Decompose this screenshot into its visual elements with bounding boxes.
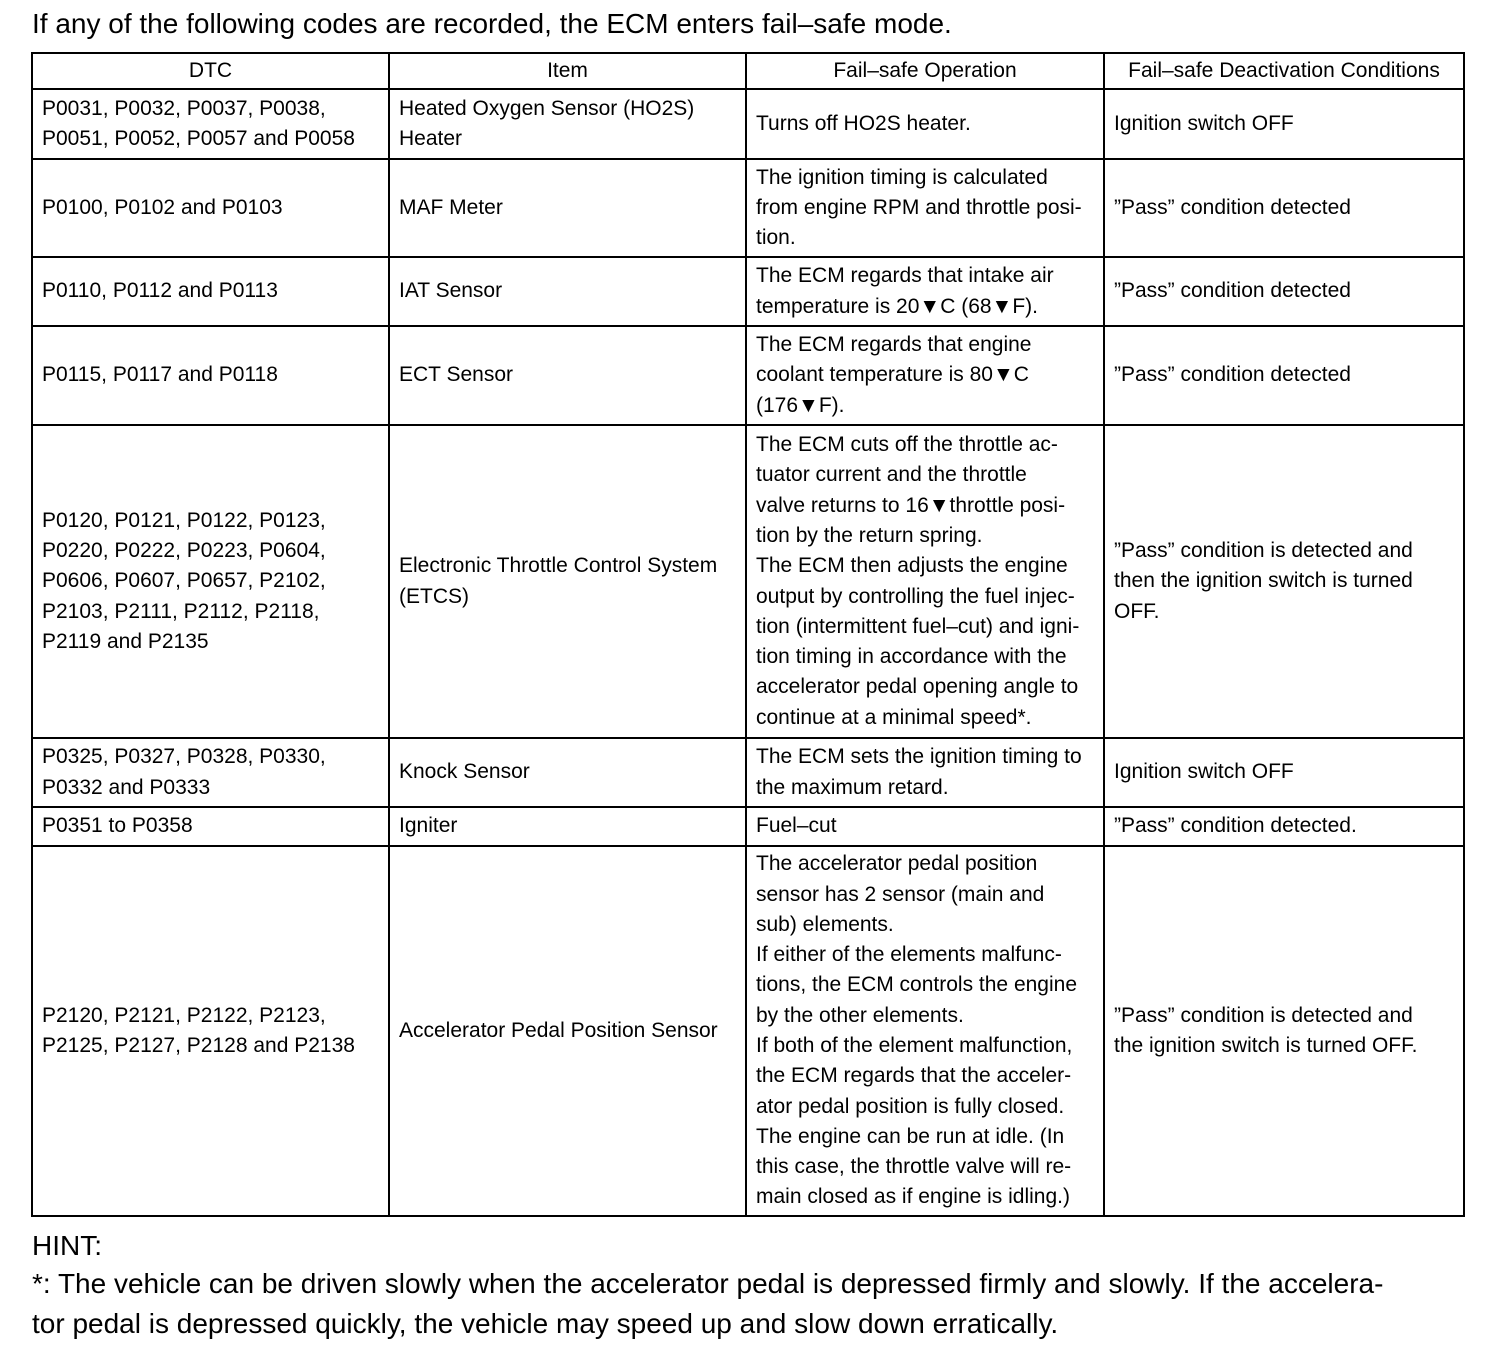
header-deactivation-conditions: Fail–safe Deactivation Conditions xyxy=(1104,53,1464,89)
dtc-cell: P0120, P0121, P0122, P0123, P0220, P0222, P0223, P0604, P0606, P0607, P0657, P2102, P2103, P2111, P2112, P2118, P2119 and P2135 xyxy=(32,425,389,738)
operation-cell: The ECM regards that intake air temperature is 20▼C (68▼F). xyxy=(746,257,1104,326)
hint-label: HINT: xyxy=(32,1230,102,1261)
dtc-cell: P2120, P2121, P2122, P2123, P2125, P2127, P2128 and P2138 xyxy=(32,846,389,1216)
operation-cell: Fuel–cut xyxy=(746,807,1104,846)
operation-cell: The ECM regards that engine coolant temperature is 80▼C (176▼F). xyxy=(746,326,1104,425)
header-fail-safe-operation: Fail–safe Operation xyxy=(746,53,1104,89)
item-cell: MAF Meter xyxy=(389,159,746,257)
deactivation-cell: ”Pass” condition detected xyxy=(1104,257,1464,326)
hint-note: *: The vehicle can be driven slowly when the accelerator pedal is depressed firmly and slowly. If the accelera- tor pedal is depressed quickly, the vehicle may speed up and slow down erratically. xyxy=(32,1268,1384,1339)
operation-cell: The ignition timing is calculated from engine RPM and throttle posi- tion. xyxy=(746,159,1104,257)
deactivation-cell: ”Pass” condition detected. xyxy=(1104,807,1464,846)
item-cell: Electronic Throttle Control System (ETCS) xyxy=(389,425,746,738)
item-cell: Accelerator Pedal Position Sensor xyxy=(389,846,746,1216)
dtc-cell: P0110, P0112 and P0113 xyxy=(32,257,389,326)
dtc-cell: P0031, P0032, P0037, P0038, P0051, P0052, P0057 and P0058 xyxy=(32,89,389,159)
dtc-cell: P0115, P0117 and P0118 xyxy=(32,326,389,425)
deactivation-cell: ”Pass” condition is detected and then the ignition switch is turned OFF. xyxy=(1104,425,1464,738)
intro-text: If any of the following codes are recorded, the ECM enters fail–safe mode. xyxy=(32,8,952,39)
fail-safe-table xyxy=(31,52,1465,1217)
table-row xyxy=(32,425,1464,738)
dtc-cell: P0100, P0102 and P0103 xyxy=(32,159,389,257)
item-cell: Heated Oxygen Sensor (HO2S) Heater xyxy=(389,89,746,159)
table-row xyxy=(32,257,1464,326)
operation-cell: The accelerator pedal position sensor has 2 sensor (main and sub) elements. If either of the elements malfunc- tions, the ECM controls the engine by the other elements. If both of the element malfunction, the ECM regards that the acceler- ator pedal position is fully closed. The engine can be run at idle. (In this case, the throttle valve will re- main closed as if engine is idling.) xyxy=(746,846,1104,1216)
operation-cell: The ECM sets the ignition timing to the maximum retard. xyxy=(746,738,1104,807)
table-row xyxy=(32,326,1464,425)
item-cell: Igniter xyxy=(389,807,746,846)
deactivation-cell: ”Pass” condition is detected and the ignition switch is turned OFF. xyxy=(1104,846,1464,1216)
deactivation-cell: Ignition switch OFF xyxy=(1104,89,1464,159)
table-row xyxy=(32,89,1464,159)
header-dtc: DTC xyxy=(32,53,389,89)
dtc-cell: P0325, P0327, P0328, P0330, P0332 and P0333 xyxy=(32,738,389,807)
header-item: Item xyxy=(389,53,746,89)
table-row xyxy=(32,846,1464,1216)
table-row xyxy=(32,738,1464,807)
deactivation-cell: ”Pass” condition detected xyxy=(1104,326,1464,425)
item-cell: IAT Sensor xyxy=(389,257,746,326)
operation-cell: The ECM cuts off the throttle ac- tuator current and the throttle valve returns to 16▼throttle posi- tion by the return spring. The ECM then adjusts the engine output by controlling the fuel injec- tion (intermittent fuel–cut) and igni- tion timing in accordance with the accelerator pedal opening angle to continue at a minimal speed*. xyxy=(746,425,1104,738)
operation-cell: Turns off HO2S heater. xyxy=(746,89,1104,159)
table-header-row xyxy=(32,53,1464,89)
table-row xyxy=(32,807,1464,846)
item-cell: Knock Sensor xyxy=(389,738,746,807)
deactivation-cell: Ignition switch OFF xyxy=(1104,738,1464,807)
dtc-cell: P0351 to P0358 xyxy=(32,807,389,846)
item-cell: ECT Sensor xyxy=(389,326,746,425)
deactivation-cell: ”Pass” condition detected xyxy=(1104,159,1464,257)
table-row xyxy=(32,159,1464,257)
